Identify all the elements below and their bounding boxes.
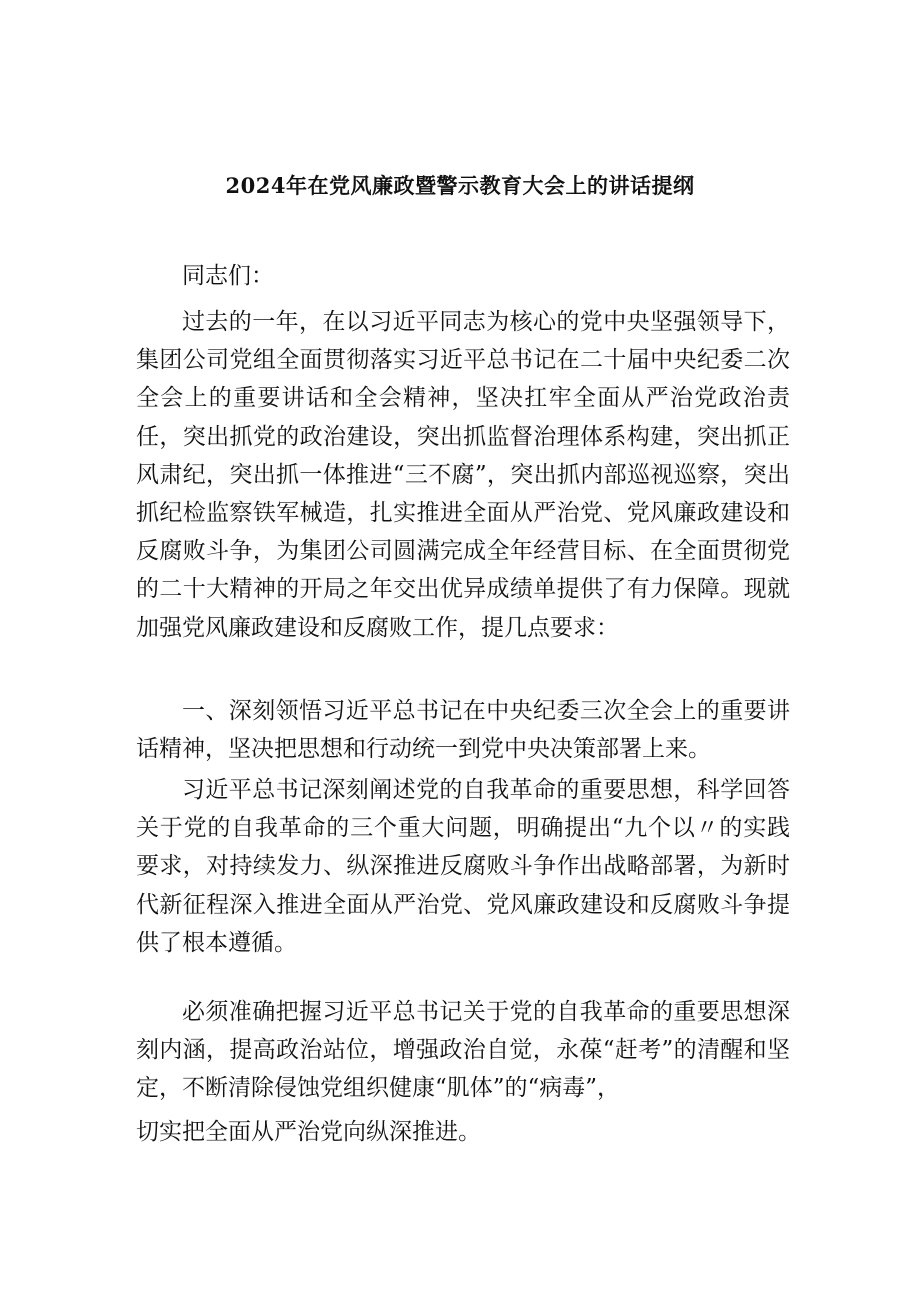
section-heading-one: 一、深刻领悟习近平总书记在中央纪委三次全会上的重要讲话精神，坚决把思想和行动统一到党中央决策部署上来。 [136, 698, 790, 763]
paragraph-self-revolution: 习近平总书记深刻阐述党的自我革命的重要思想，科学回答关于党的自我革命的三个重大问题，明确提出“九个以〃的实践要求，对持续发力、纵深推进反腐败斗争作出战略部署，为新时代新征程深入推进全面从严治党、党风廉政建设和反腐败斗争提供了根本遵循。 [136, 777, 790, 956]
document-title: 2024年在党风廉政暨警示教育大会上的讲话提纲 [225, 173, 695, 198]
paragraph-continuation: 切实把全面从严治党向纵深推进。 [136, 1119, 481, 1145]
paragraph-must-grasp: 必须准确把握习近平总书记关于党的自我革命的重要思想深刻内涵，提高政治站位，增强政治自觉，永葆“赶考”的清醒和坚定，不断清除侵蚀党组织健康“肌体”的“病毒”， [136, 999, 790, 1102]
greeting: 同志们： [182, 263, 274, 289]
paragraph-intro: 过去的一年，在以习近平同志为核心的党中央坚强领导下，集团公司党组全面贯彻落实习近平总书记在二十届中央纪委二次全会上的重要讲话和全会精神，坚决扛牢全面从严治党政治责任，突出抓党的政治建设，突出抓监督治理体系构建，突出抓正风肃纪，突出抓一体推进“三不腐”，突出抓内部巡视巡察，突出抓纪检监察铁军械造，扎实推进全面从严治党、党风廉政建设和反腐败斗争，为集团公司圆满完成全年经营目标、在全面贯彻党的二十大精神的开局之年交出优异成绩单提供了有力保障。现就加强党风廉政建设和反腐败工作，提几点要求： [136, 309, 790, 641]
